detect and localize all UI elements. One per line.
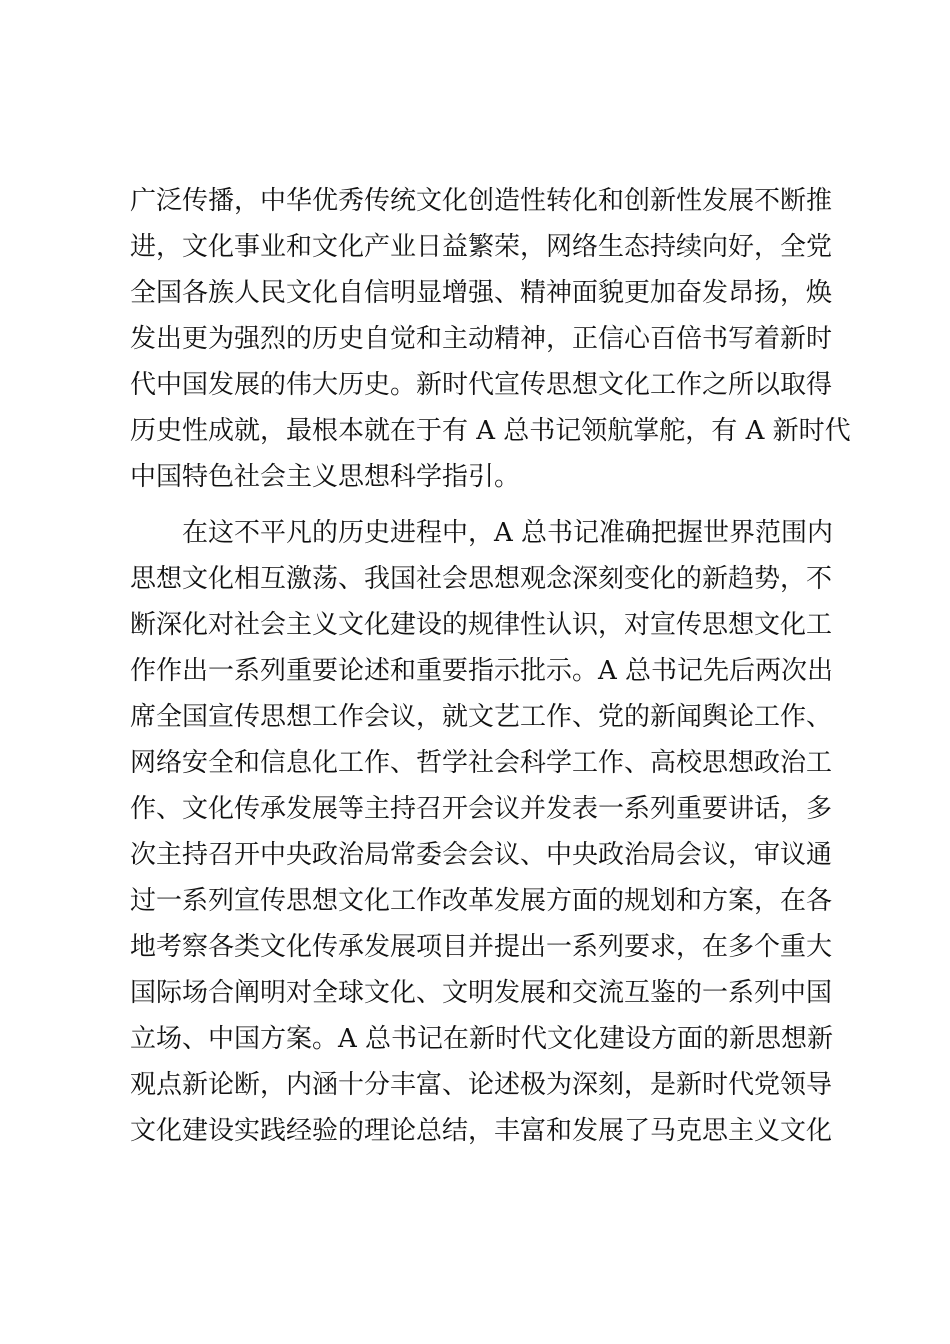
text-line: 立场、中国方案。A 总书记在新时代文化建设方面的新思想新 bbox=[130, 1024, 834, 1054]
paragraph-1 bbox=[130, 178, 851, 500]
text-line: 网络安全和信息化工作、哲学社会科学工作、高校思想政治工 bbox=[130, 748, 833, 778]
text-line: 在这不平凡的历史进程中，A 总书记准确把握世界范围内 bbox=[182, 518, 834, 548]
text-line: 代中国发展的伟大历史。新时代宣传思想文化工作之所以取得 bbox=[130, 370, 833, 400]
text-line: 思想文化相互激荡、我国社会思想观念深刻变化的新趋势，不 bbox=[130, 564, 833, 594]
text-line: 国际场合阐明对全球文化、文明发展和交流互鉴的一系列中国 bbox=[130, 978, 833, 1008]
text-line: 次主持召开中央政治局常委会会议、中央政治局会议，审议通 bbox=[130, 840, 833, 870]
text-line: 中国特色社会主义思想科学指引。 bbox=[130, 462, 521, 492]
paragraph-gap bbox=[130, 500, 830, 510]
text-line: 席全国宣传思想工作会议，就文艺工作、党的新闻舆论工作、 bbox=[130, 702, 833, 732]
text-line: 过一系列宣传思想文化工作改革发展方面的规划和方案，在各 bbox=[130, 886, 833, 916]
document-body bbox=[130, 178, 851, 1154]
text-line: 地考察各类文化传承发展项目并提出一系列要求，在多个重大 bbox=[130, 932, 833, 962]
text-line: 广泛传播，中华优秀传统文化创造性转化和创新性发展不断推 bbox=[130, 186, 833, 216]
text-line: 断深化对社会主义文化建设的规律性认识，对宣传思想文化工 bbox=[130, 610, 833, 640]
text-line: 发出更为强烈的历史自觉和主动精神，正信心百倍书写着新时 bbox=[130, 324, 833, 354]
paragraph-2 bbox=[130, 510, 834, 1154]
text-line: 文化建设实践经验的理论总结，丰富和发展了马克思主义文化 bbox=[130, 1116, 833, 1146]
text-line: 历史性成就，最根本就在于有 A 总书记领航掌舵，有 A 新时代 bbox=[130, 416, 851, 446]
text-line: 进，文化事业和文化产业日益繁荣，网络生态持续向好，全党 bbox=[130, 232, 833, 262]
text-line: 观点新论断，内涵十分丰富、论述极为深刻，是新时代党领导 bbox=[130, 1070, 833, 1100]
text-line: 全国各族人民文化自信明显增强、精神面貌更加奋发昂扬，焕 bbox=[130, 278, 833, 308]
text-line: 作、文化传承发展等主持召开会议并发表一系列重要讲话，多 bbox=[130, 794, 833, 824]
text-line: 作作出一系列重要论述和重要指示批示。A 总书记先后两次出 bbox=[130, 656, 834, 686]
